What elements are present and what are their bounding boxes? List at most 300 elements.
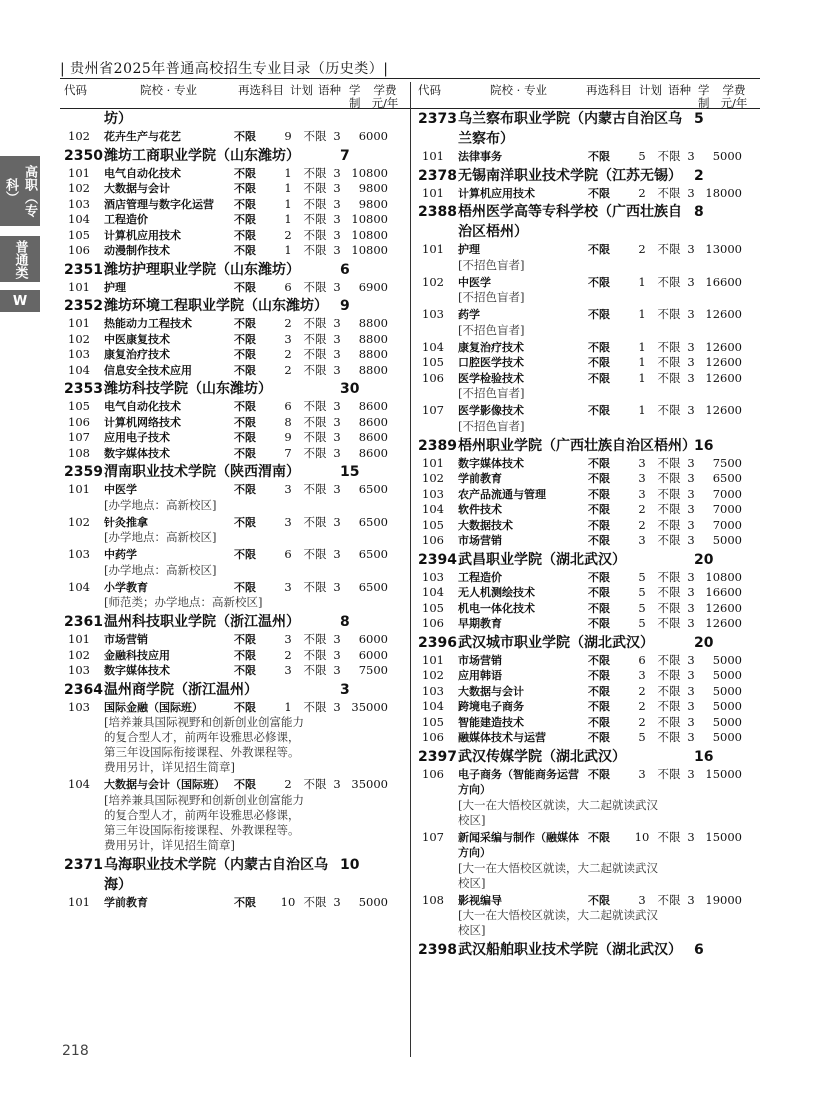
major-years: 3	[687, 471, 695, 485]
major-name: 大数据与会计（国际班）	[104, 778, 225, 791]
major-code: 103	[68, 663, 90, 677]
major-fee: 8800	[358, 347, 388, 361]
major-row	[418, 487, 758, 503]
school-name: 乌海职业技术学院（内蒙古自治区乌海）	[104, 856, 328, 893]
major-code: 106	[68, 243, 90, 257]
major-years: 3	[687, 517, 695, 532]
major-years: 3	[333, 663, 341, 677]
school-row	[64, 260, 404, 280]
school-row	[418, 940, 758, 960]
school-code: 2359	[64, 464, 103, 480]
school-code: 2361	[64, 614, 103, 630]
major-fee: 7500	[712, 455, 742, 470]
major-years: 3	[333, 632, 341, 646]
major-fee: 6000	[358, 632, 388, 646]
school-row	[418, 202, 758, 242]
major-years: 3	[333, 430, 341, 444]
major-years: 3	[687, 616, 695, 630]
school-plan: 20	[694, 634, 714, 651]
major-years: 3	[687, 339, 695, 354]
major-name: 机电一体化技术	[458, 601, 535, 615]
major-row	[418, 371, 758, 387]
school-plan: 6	[340, 261, 350, 278]
major-row	[418, 242, 758, 258]
major-lang: 不限	[303, 181, 327, 195]
major-lang: 不限	[303, 399, 327, 413]
school-name: 武昌职业学院（湖北武汉）	[458, 551, 626, 568]
major-name: 国际金融（国际班）	[104, 700, 203, 714]
major-years: 3	[687, 683, 695, 698]
major-name: 市场营销	[458, 534, 502, 547]
major-code: 106	[422, 533, 444, 547]
major-subject: 不限	[588, 404, 610, 417]
school-plan: 20	[694, 551, 714, 568]
major-years: 3	[687, 486, 695, 501]
major-code: 101	[422, 242, 444, 256]
major-row	[64, 580, 404, 596]
major-code: 103	[422, 569, 444, 584]
major-row	[418, 471, 758, 487]
major-plan: 1	[638, 339, 646, 354]
left-column	[64, 108, 404, 910]
major-lang: 不限	[303, 414, 327, 429]
major-lang: 不限	[303, 331, 327, 346]
major-fee: 5000	[712, 699, 742, 713]
school-code: 2371	[64, 856, 103, 873]
major-plan: 10	[280, 894, 296, 909]
major-plan: 2	[638, 242, 646, 256]
major-fee: 12600	[705, 355, 742, 369]
major-plan: 6	[284, 547, 292, 561]
school-plan: 8	[340, 614, 350, 630]
major-subject: 不限	[234, 228, 256, 242]
major-subject: 不限	[588, 275, 610, 289]
major-note: [大一在大悟校区就读，大二起就读武汉校区]	[458, 908, 658, 937]
major-plan: 2	[638, 683, 646, 698]
school-plan: 16	[694, 437, 714, 454]
major-fee: 5000	[712, 714, 742, 729]
major-code: 102	[68, 514, 90, 529]
major-subject: 不限	[588, 617, 610, 630]
major-code: 104	[68, 777, 90, 791]
major-name: 动漫制作技术	[104, 244, 170, 257]
major-code: 106	[422, 370, 444, 385]
major-years: 3	[333, 579, 341, 594]
major-plan: 1	[284, 165, 292, 180]
major-subject: 不限	[588, 767, 610, 781]
major-row	[64, 515, 404, 531]
major-years: 3	[687, 403, 695, 417]
major-subject: 不限	[234, 633, 256, 646]
major-name: 酒店管理与数字化运营	[104, 197, 214, 211]
major-subject: 不限	[234, 332, 256, 346]
major-subject: 不限	[234, 415, 256, 429]
major-row	[64, 212, 404, 228]
school-name: 潍坊护理职业学院（山东潍坊）	[104, 261, 300, 278]
major-lang: 不限	[303, 699, 327, 714]
major-code: 104	[422, 339, 444, 354]
major-years: 3	[333, 699, 341, 714]
major-lang: 不限	[657, 766, 681, 781]
school-code: 2398	[418, 942, 457, 958]
major-code: 106	[422, 730, 444, 744]
major-lang: 不限	[657, 307, 681, 321]
major-subject: 不限	[234, 548, 256, 561]
major-note: [办学地点：高新校区]	[104, 562, 217, 577]
major-row	[64, 228, 404, 244]
major-plan: 2	[638, 714, 646, 729]
major-fee: 9800	[358, 196, 388, 211]
major-name: 法律事务	[458, 150, 502, 163]
major-name: 计算机应用技术	[104, 228, 181, 242]
major-lang: 不限	[657, 829, 681, 844]
sidetab-vocational: 高职（专科）	[0, 156, 40, 226]
major-plan: 5	[638, 569, 646, 584]
school-plan: 16	[694, 748, 714, 765]
major-fee: 8600	[358, 414, 388, 429]
major-name: 电气自动化技术	[104, 400, 181, 413]
major-years: 3	[687, 569, 695, 584]
major-plan: 6	[284, 279, 292, 294]
major-years: 3	[333, 165, 341, 180]
major-subject: 不限	[588, 830, 610, 844]
major-code: 101	[68, 165, 90, 180]
major-name: 护理	[104, 280, 126, 294]
major-lang: 不限	[303, 165, 327, 180]
school-row	[64, 855, 404, 895]
major-fee: 19000	[705, 892, 742, 907]
major-lang: 不限	[303, 894, 327, 909]
major-plan: 1	[284, 212, 292, 226]
major-plan: 3	[284, 632, 292, 646]
school-code: 2397	[418, 748, 457, 765]
major-years: 3	[687, 274, 695, 289]
major-lang: 不限	[303, 579, 327, 594]
school-code: 2353	[64, 381, 103, 397]
major-row	[418, 149, 758, 165]
major-row	[418, 767, 758, 798]
school-code: 2350	[64, 147, 103, 164]
major-name: 工程造价	[104, 213, 148, 226]
major-code: 103	[68, 347, 90, 361]
major-plan: 1	[284, 181, 292, 195]
major-lang: 不限	[657, 569, 681, 584]
major-row	[64, 166, 404, 182]
major-fee: 10800	[351, 165, 388, 180]
school-name: 武汉城市职业学院（湖北武汉）	[458, 634, 654, 651]
major-code: 102	[422, 668, 444, 682]
major-code: 101	[68, 482, 90, 496]
major-fee: 15000	[705, 766, 742, 781]
major-name: 无人机测绘技术	[458, 586, 535, 599]
major-years: 3	[333, 316, 341, 330]
school-plan: 9	[340, 298, 350, 314]
major-subject: 不限	[588, 456, 610, 470]
major-row	[64, 700, 404, 716]
major-subject: 不限	[588, 356, 610, 369]
major-fee: 10800	[351, 212, 388, 226]
school-code: 2364	[64, 681, 103, 698]
major-code: 105	[68, 227, 90, 242]
major-note: [大一在大悟校区就读，大二起就读武汉校区]	[458, 860, 658, 890]
major-years: 3	[687, 730, 695, 744]
major-plan: 3	[638, 486, 646, 501]
major-plan: 2	[638, 185, 646, 200]
major-lang: 不限	[303, 514, 327, 529]
major-fee: 10800	[705, 569, 742, 584]
major-lang: 不限	[657, 242, 681, 256]
major-plan: 3	[638, 533, 646, 547]
major-years: 3	[333, 279, 341, 294]
major-code: 105	[422, 517, 444, 532]
major-years: 3	[687, 892, 695, 907]
major-fee: 12600	[705, 600, 742, 615]
major-lang: 不限	[303, 196, 327, 211]
major-lang: 不限	[657, 471, 681, 485]
major-row	[64, 399, 404, 415]
major-lang: 不限	[657, 517, 681, 532]
major-code: 104	[68, 362, 90, 377]
major-row	[418, 684, 758, 700]
column-divider	[410, 82, 411, 1057]
major-note: [师范类；办学地点：高新校区]	[104, 595, 263, 609]
major-lang: 不限	[657, 185, 681, 200]
major-subject: 不限	[234, 317, 256, 330]
major-name: 学前教育	[458, 472, 502, 485]
major-row	[64, 632, 404, 648]
major-name: 护理	[458, 243, 480, 256]
school-name: 潍坊科技学院（山东潍坊）	[104, 381, 272, 397]
major-code: 105	[422, 714, 444, 729]
major-lang: 不限	[657, 149, 681, 163]
major-plan: 2	[638, 502, 646, 516]
major-subject: 不限	[588, 731, 610, 744]
major-code: 102	[68, 647, 90, 662]
school-name: 武汉传媒学院（湖北武汉）	[458, 748, 626, 765]
major-code: 101	[422, 185, 444, 200]
major-plan: 1	[284, 699, 292, 714]
major-plan: 3	[638, 892, 646, 907]
major-row	[64, 332, 404, 348]
major-row	[64, 197, 404, 213]
major-fee: 5000	[712, 730, 742, 744]
major-row	[64, 663, 404, 679]
major-subject: 不限	[234, 778, 256, 791]
major-plan: 3	[284, 482, 292, 496]
major-code: 102	[422, 274, 444, 289]
major-plan: 2	[284, 347, 292, 361]
major-plan: 7	[284, 445, 292, 460]
major-plan: 1	[638, 403, 646, 417]
major-plan: 1	[638, 355, 646, 369]
colhead-school-right: 院校 · 专业	[490, 83, 547, 97]
major-code: 107	[422, 829, 444, 844]
major-name: 融媒体技术与运营	[458, 731, 546, 744]
major-code: 104	[422, 699, 444, 713]
school-row	[418, 109, 758, 149]
major-plan: 5	[638, 585, 646, 599]
major-years: 3	[333, 347, 341, 361]
major-plan: 3	[638, 668, 646, 682]
major-row	[418, 355, 758, 371]
major-name: 影视编导	[458, 893, 502, 907]
major-subject: 不限	[588, 243, 610, 256]
major-subject: 不限	[234, 182, 256, 195]
major-row	[64, 547, 404, 563]
major-row	[64, 181, 404, 197]
major-plan: 2	[638, 699, 646, 713]
school-plan: 5	[694, 111, 704, 127]
school-plan: 30	[340, 381, 360, 397]
major-code: 102	[68, 181, 90, 195]
major-row	[64, 347, 404, 363]
major-row	[64, 129, 404, 145]
major-fee: 6500	[358, 579, 388, 594]
major-plan: 2	[284, 777, 292, 791]
major-row	[418, 668, 758, 684]
colhead-subject-right: 再选科目	[586, 83, 632, 97]
major-note: [不招色盲者]	[458, 418, 525, 433]
major-fee: 7500	[358, 663, 388, 677]
school-name: 渭南职业技术学院（陕西渭南）	[104, 464, 300, 480]
major-fee: 18000	[705, 185, 742, 200]
school-code: 2373	[418, 111, 457, 127]
major-lang: 不限	[657, 339, 681, 354]
header-rule	[60, 78, 760, 79]
school-row	[418, 633, 758, 653]
major-row	[418, 585, 758, 601]
major-code: 107	[68, 430, 90, 444]
major-code: 104	[422, 585, 444, 599]
major-code: 104	[68, 579, 90, 594]
major-subject: 不限	[234, 280, 256, 294]
major-subject: 不限	[588, 503, 610, 516]
major-plan: 2	[638, 517, 646, 532]
major-years: 3	[333, 196, 341, 211]
major-plan: 1	[638, 307, 646, 321]
school-name: 温州科技职业学院（浙江温州）	[104, 614, 300, 630]
major-years: 3	[333, 514, 341, 529]
major-row	[418, 616, 758, 632]
major-row	[418, 830, 758, 861]
major-name: 花卉生产与花艺	[104, 130, 181, 143]
major-years: 3	[687, 699, 695, 713]
major-subject: 不限	[234, 244, 256, 257]
major-lang: 不限	[657, 455, 681, 470]
major-years: 3	[333, 647, 341, 662]
major-code: 101	[68, 894, 90, 909]
major-plan: 10	[634, 829, 650, 844]
major-lang: 不限	[657, 585, 681, 599]
school-code: 2394	[418, 551, 457, 568]
major-code: 101	[422, 455, 444, 470]
major-years: 3	[687, 355, 695, 369]
major-fee: 5000	[358, 894, 388, 909]
major-subject: 不限	[234, 130, 256, 143]
major-subject: 不限	[588, 601, 610, 615]
major-name: 计算机应用技术	[458, 186, 535, 200]
major-lang: 不限	[303, 632, 327, 646]
major-subject: 不限	[588, 715, 610, 729]
major-years: 3	[687, 766, 695, 781]
major-plan: 3	[284, 514, 292, 529]
major-fee: 6000	[358, 129, 388, 143]
major-fee: 8600	[358, 430, 388, 444]
major-fee: 5000	[712, 668, 742, 682]
major-name: 小学教育	[104, 580, 148, 594]
major-fee: 7000	[712, 502, 742, 516]
major-plan: 6	[638, 652, 646, 667]
major-subject: 不限	[234, 664, 256, 677]
major-code: 107	[422, 403, 444, 417]
major-years: 3	[333, 399, 341, 413]
school-plan: 2	[694, 167, 704, 184]
major-note: [培养兼具国际视野和创新创业创富能力的复合型人才，前两年设雅思必修课，第三年设国际衔接课程、外教课程等。费用另计，详见招生简章]	[104, 715, 304, 774]
major-row	[418, 715, 758, 731]
major-lang: 不限	[303, 647, 327, 662]
major-row	[64, 430, 404, 446]
major-note: [大一在大悟校区就读，大二起就读武汉校区]	[458, 797, 658, 827]
major-code: 101	[422, 652, 444, 667]
major-years: 3	[333, 894, 341, 909]
major-plan: 3	[284, 331, 292, 346]
school-code: 2352	[64, 298, 103, 314]
major-subject: 不限	[588, 893, 610, 907]
major-row	[418, 186, 758, 202]
major-plan: 9	[284, 129, 292, 143]
school-code: 2351	[64, 261, 103, 278]
major-row	[418, 601, 758, 617]
major-years: 3	[333, 243, 341, 257]
major-row	[64, 482, 404, 498]
major-name: 康复治疗技术	[104, 348, 170, 361]
major-row	[64, 363, 404, 379]
major-subject: 不限	[588, 586, 610, 599]
major-code: 105	[68, 399, 90, 413]
major-years: 3	[687, 829, 695, 844]
major-fee: 5000	[712, 683, 742, 698]
major-code: 101	[422, 149, 444, 163]
major-years: 3	[333, 445, 341, 460]
major-subject: 不限	[588, 669, 610, 682]
major-code: 102	[422, 471, 444, 485]
page-number: 218	[62, 1043, 89, 1059]
major-lang: 不限	[657, 533, 681, 547]
major-subject: 不限	[588, 340, 610, 354]
major-fee: 35000	[351, 777, 388, 791]
right-column	[418, 108, 758, 960]
major-lang: 不限	[657, 730, 681, 744]
major-lang: 不限	[657, 502, 681, 516]
major-subject: 不限	[234, 895, 256, 909]
major-subject: 不限	[588, 700, 610, 713]
major-row	[418, 275, 758, 291]
major-name: 热能动力工程技术	[104, 317, 192, 330]
major-row	[418, 456, 758, 472]
major-fee: 12600	[705, 616, 742, 630]
school-plan: 8	[694, 204, 704, 220]
major-name: 应用电子技术	[104, 431, 170, 444]
major-row	[418, 570, 758, 586]
major-name: 电气自动化技术	[104, 166, 181, 180]
major-fee: 6000	[358, 647, 388, 662]
major-plan: 5	[638, 730, 646, 744]
school-plan: 10	[340, 856, 360, 873]
major-subject: 不限	[588, 570, 610, 584]
major-code: 106	[68, 414, 90, 429]
major-row	[64, 316, 404, 332]
school-name: 潍坊环境工程职业学院（山东潍坊）	[104, 298, 328, 314]
